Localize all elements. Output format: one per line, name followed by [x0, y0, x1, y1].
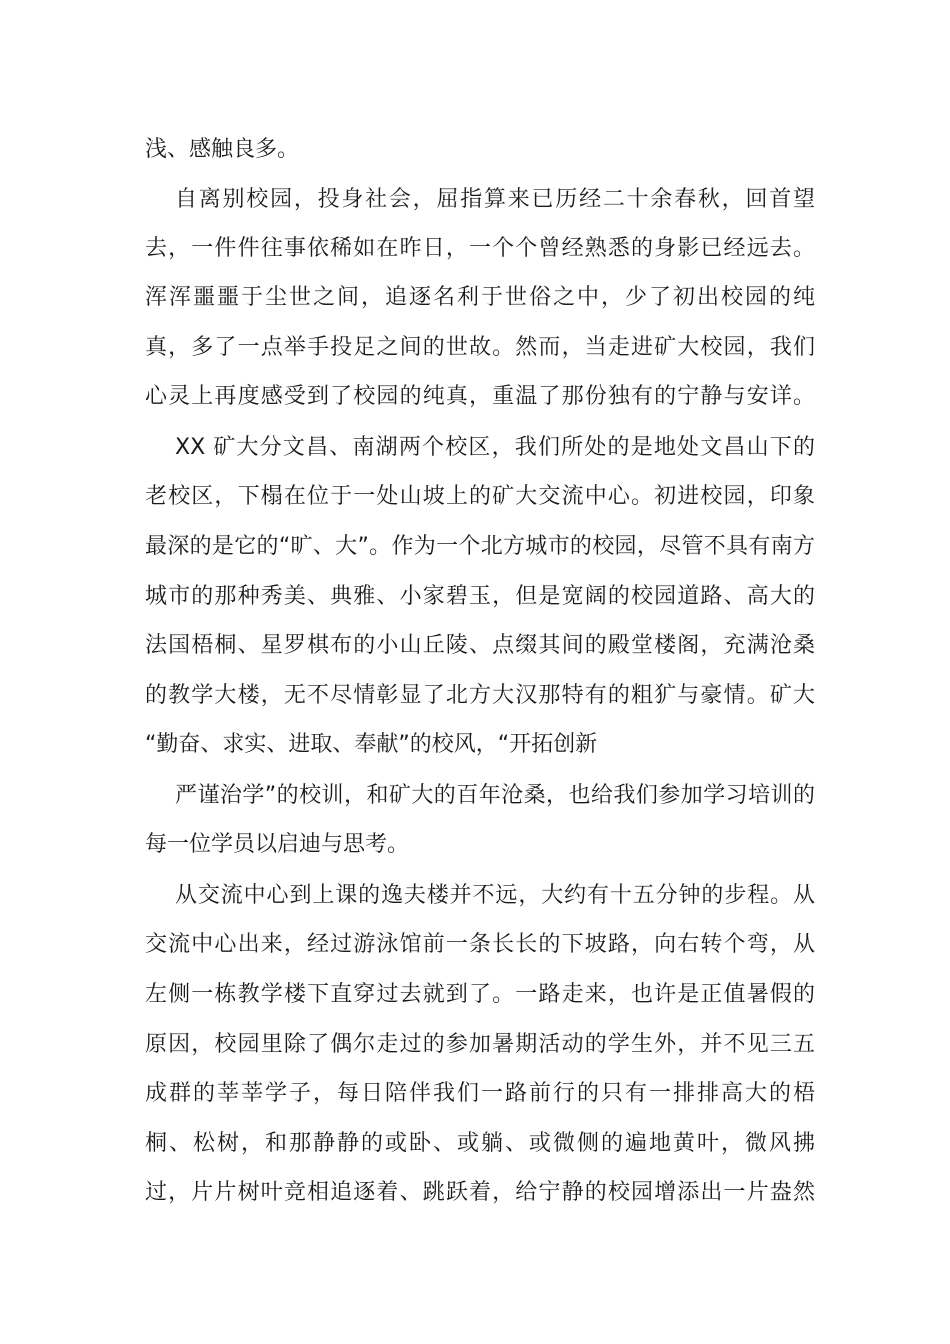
text-line: 浑浑噩噩于尘世之间，追逐名利于世俗之中，少了初出校园的纯 — [145, 285, 815, 310]
text-line: 去，一件件往事依稀如在昨日，一个个曾经熟悉的身影已经远去。 — [145, 236, 815, 261]
text-line: 每一位学员以启迪与思考。 — [145, 832, 410, 857]
paragraph-first-line: XX 矿大分文昌、南湖两个校区，我们所处的是地处文昌山下的 — [175, 435, 815, 460]
text-line: 浅、感触良多。 — [145, 137, 300, 162]
paragraph-first-line: 从交流中心到上课的逸夫楼并不远，大约有十五分钟的步程。从 — [175, 883, 815, 908]
text-line: 左侧一栋教学楼下直穿过去就到了。一路走来，也许是正值暑假的 — [145, 982, 815, 1007]
text-line: 城市的那种秀美、典雅、小家碧玉，但是宽阔的校园道路、高大的 — [145, 584, 815, 609]
text-line: 原因，校园里除了偶尔走过的参加暑期活动的学生外，并不见三五 — [145, 1032, 815, 1057]
text-line: 桐、松树，和那静静的或卧、或躺、或微侧的遍地黄叶，微风拂 — [145, 1131, 815, 1156]
text-line: 法国梧桐、星罗棋布的小山丘陵、点缀其间的殿堂楼阁，充满沧桑 — [145, 633, 815, 658]
text-line: 真，多了一点举手投足之间的世故。然而，当走进矿大校园，我们 — [145, 335, 815, 360]
text-line: 过，片片树叶竞相追逐着、跳跃着，给宁静的校园增添出一片盎然 — [145, 1180, 815, 1205]
paragraph-first-line: 自离别校园，投身社会，屈指算来已历经二十余春秋，回首望 — [175, 187, 815, 212]
text-line: 成群的莘莘学子，每日陪伴我们一路前行的只有一排排高大的梧 — [145, 1081, 815, 1106]
text-line: 的教学大楼，无不尽情彰显了北方大汉那特有的粗犷与豪情。矿大 — [145, 683, 815, 708]
text-line: 最深的是它的“旷、大”。作为一个北方城市的校园，尽管不具有南方 — [145, 534, 815, 559]
text-line: 心灵上再度感受到了校园的纯真，重温了那份独有的宁静与安详。 — [145, 384, 815, 409]
paragraph-first-line: 严谨治学”的校训，和矿大的百年沧桑，也给我们参加学习培训的 — [175, 783, 815, 808]
text-line: 老校区，下榻在位于一处山坡上的矿大交流中心。初进校园，印象 — [145, 484, 815, 509]
text-line: 交流中心出来，经过游泳馆前一条长长的下坡路，向右转个弯，从 — [145, 932, 815, 957]
text-line: “勤奋、求实、进取、奉献”的校风，“开拓创新 — [145, 732, 598, 757]
